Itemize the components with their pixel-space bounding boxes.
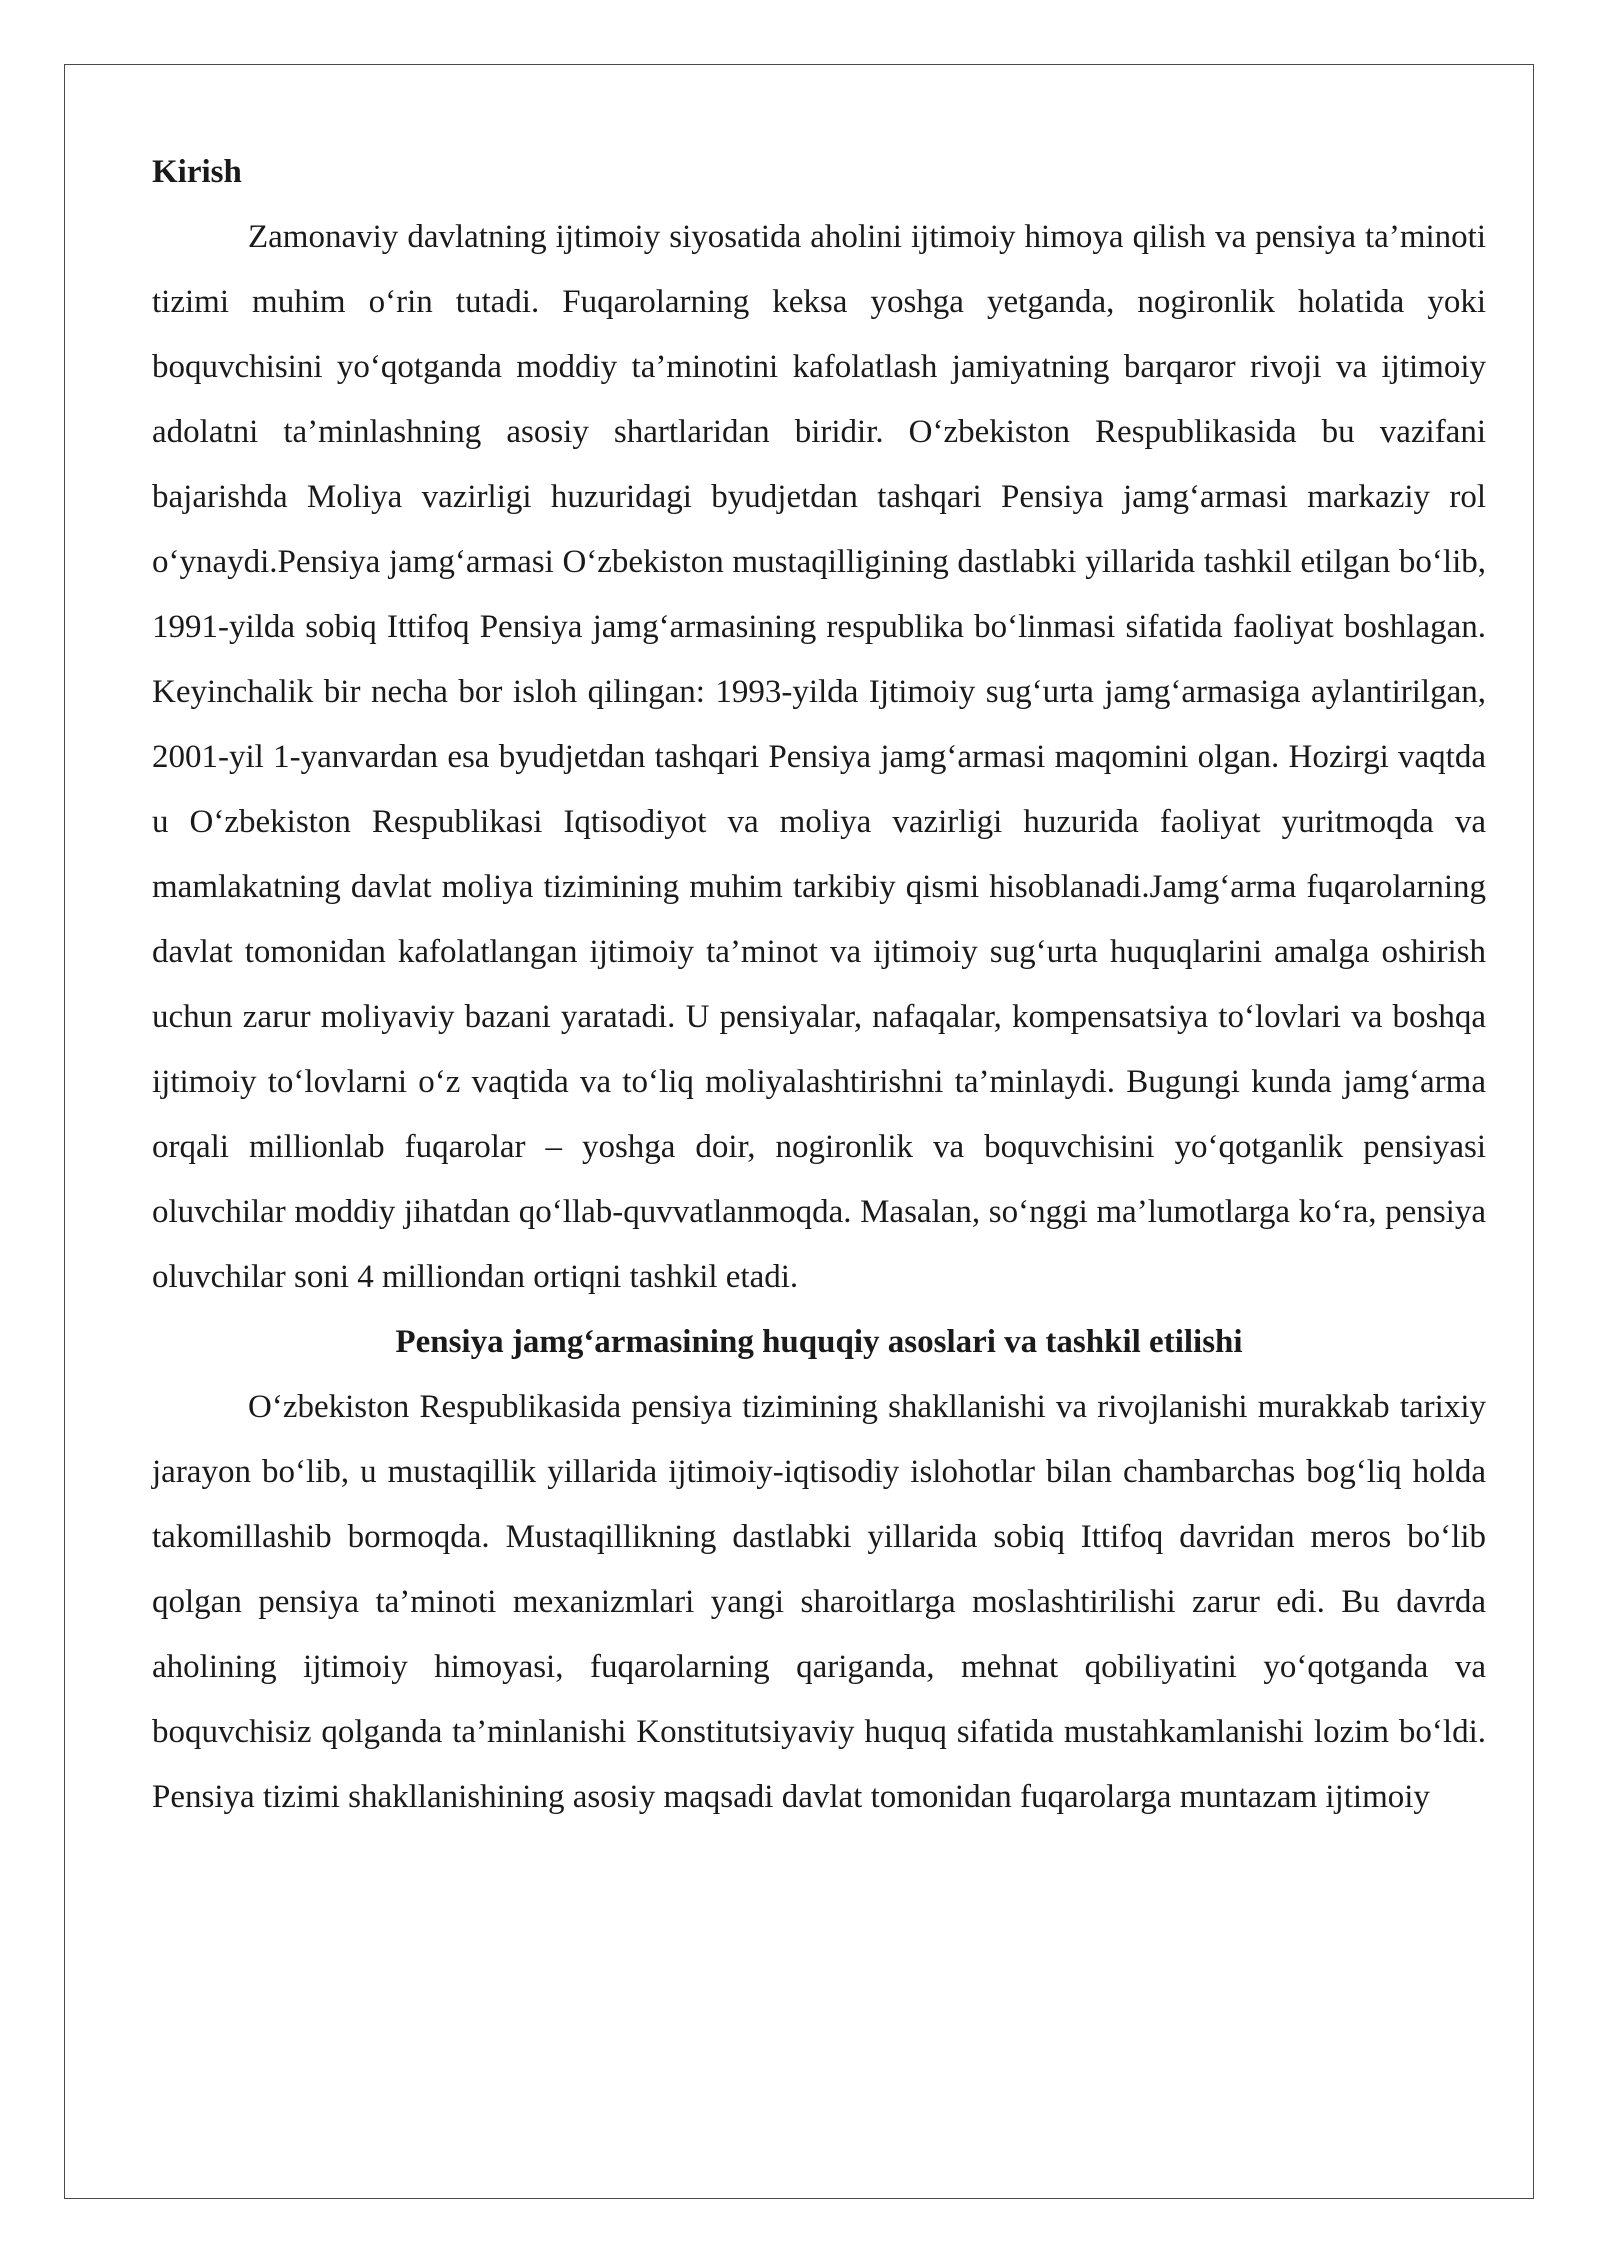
section-heading: Pensiya jamg‘armasining huquqiy asoslari va tashkil etilishi: [395, 1324, 1243, 1360]
intro-heading: Kirish: [152, 154, 242, 190]
document-body: [152, 140, 1486, 1830]
intro-paragraph: Zamonaviy davlatning ijtimoiy siyosatida aholini ijtimoiy himoya qilish va pensiya ta’minoti tizimi muhim o‘rin tutadi. Fuqarolarning keksa yoshga yetganda, nogironlik holatida yoki boquvchisini yo‘qotganda moddiy ta’minotini kafolatlash jamiyatning barqaror rivoji va ijtimoiy adolatni ta’minlashning asosiy shartlaridan biridir. O‘zbekiston Respublikasida bu vazifani bajarishda Moliya vazirligi huzuridagi byudjetdan tashqari Pensiya jamg‘armasi markaziy rol o‘ynaydi.Pensiya jamg‘armasi O‘zbekiston mustaqilligining dastlabki yillarida tashkil etilgan bo‘lib, 1991-yilda sobiq Ittifoq Pensiya jamg‘armasining respublika bo‘linmasi sifatida faoliyat boshlagan. Keyinchalik bir necha bor isloh qilingan: 1993-yilda Ijtimoiy sug‘urta jamg‘armasiga aylantirilgan, 2001-yil 1-yanvardan esa byudjetdan tashqari Pensiya jamg‘armasi maqomini olgan. Hozirgi vaqtda u O‘zbekiston Respublikasi Iqtisodiyot va moliya vazirligi huzurida faoliyat yuritmoqda va mamlakatning davlat moliya tizimining muhim tarkibiy qismi hisoblanadi.Jamg‘arma fuqarolarning davlat tomonidan kafolatlangan ijtimoiy ta’minot va ijtimoiy sug‘urta huquqlarini amalga oshirish uchun zarur moliyaviy bazani yaratadi. U pensiyalar, nafaqalar, kompensatsiya to‘lovlari va boshqa ijtimoiy to‘lovlarni o‘z vaqtida va to‘liq moliyalashtirishni ta’minlaydi. Bugungi kunda jamg‘arma orqali millionlab fuqarolar – yoshga doir, nogironlik va boquvchisini yo‘qotganlik pensiyasi oluvchilar moddiy jihatdan qo‘llab-quvvatlanmoqda. Masalan, so‘nggi ma’lumotlarga ko‘ra, pensiya oluvchilar soni 4 milliondan ortiqni tashkil etadi.: [152, 219, 1486, 1295]
section-paragraph: O‘zbekiston Respublikasida pensiya tizimining shakllanishi va rivojlanishi murakkab tarixiy jarayon bo‘lib, u mustaqillik yillarida ijtimoiy-iqtisodiy islohotlar bilan chambarchas bog‘liq holda takomillashib bormoqda. Mustaqillikning dastlabki yillarida sobiq Ittifoq davridan meros bo‘lib qolgan pensiya ta’minoti mexanizmlari yangi sharoitlarga moslashtirilishi zarur edi. Bu davrda aholining ijtimoiy himoyasi, fuqarolarning qariganda, mehnat qobiliyatini yo‘qotganda va boquvchisiz qolganda ta’minlanishi Konstitutsiyaviy huquq sifatida mustahkamlanishi lozim bo‘ldi. Pensiya tizimi shakllanishining asosiy maqsadi davlat tomonidan fuqarolarga muntazam ijtimoiy: [152, 1389, 1486, 1815]
